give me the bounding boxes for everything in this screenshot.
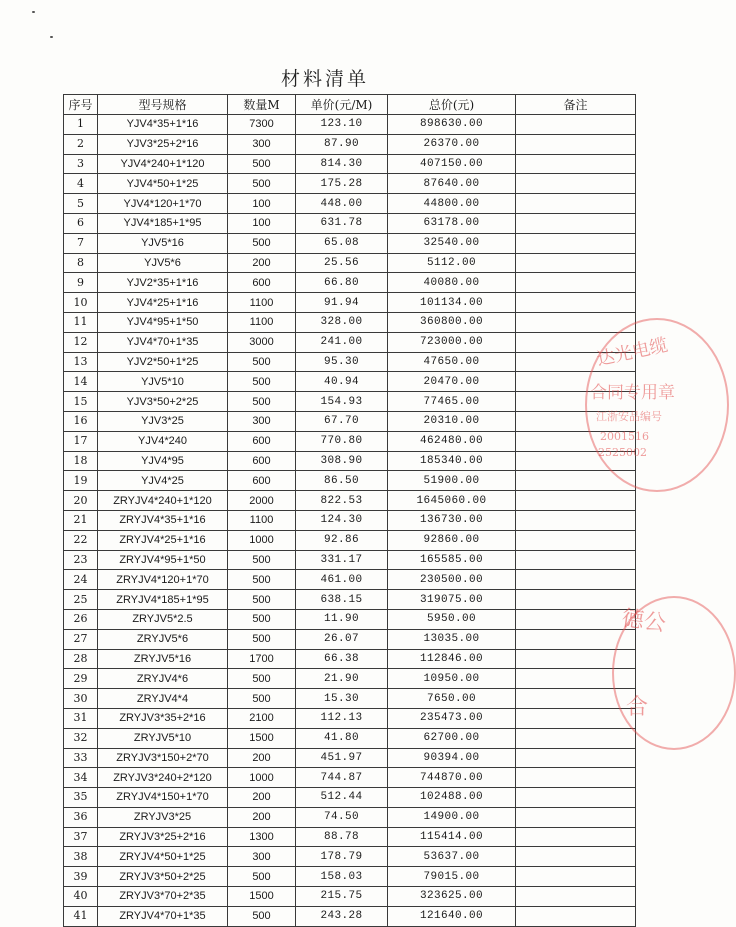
row-index: 3 [64, 154, 98, 174]
row-index: 7 [64, 233, 98, 253]
row-unit-price: 328.00 [296, 312, 388, 332]
row-total-price: 235473.00 [388, 708, 516, 728]
row-model: YJV5*6 [98, 253, 228, 273]
table-row [64, 174, 636, 194]
row-quantity: 300 [228, 847, 296, 867]
row-remarks [516, 115, 636, 135]
row-quantity: 500 [228, 570, 296, 590]
row-index: 10 [64, 293, 98, 313]
row-model: ZRYJV4*240+1*120 [98, 491, 228, 511]
row-unit-price: 215.75 [296, 887, 388, 907]
row-index: 18 [64, 451, 98, 471]
row-total-price: 10950.00 [388, 669, 516, 689]
row-model: ZRYJV4*150+1*70 [98, 788, 228, 808]
row-quantity: 300 [228, 411, 296, 431]
row-index: 20 [64, 491, 98, 511]
row-quantity: 100 [228, 213, 296, 233]
row-model: ZRYJV5*2.5 [98, 609, 228, 629]
row-total-price: 319075.00 [388, 590, 516, 610]
row-total-price: 185340.00 [388, 451, 516, 471]
row-unit-price: 814.30 [296, 154, 388, 174]
row-quantity: 500 [228, 372, 296, 392]
row-quantity: 1100 [228, 510, 296, 530]
row-unit-price: 770.80 [296, 431, 388, 451]
row-model: ZRYJV5*16 [98, 649, 228, 669]
row-total-price: 112846.00 [388, 649, 516, 669]
scan-speck [32, 11, 35, 13]
row-remarks [516, 550, 636, 570]
row-total-price: 5950.00 [388, 609, 516, 629]
row-total-price: 40080.00 [388, 273, 516, 293]
row-total-price: 87640.00 [388, 174, 516, 194]
row-quantity: 100 [228, 194, 296, 214]
row-total-price: 462480.00 [388, 431, 516, 451]
row-unit-price: 638.15 [296, 590, 388, 610]
table-row [64, 431, 636, 451]
header-remarks: 备注 [516, 95, 636, 115]
row-unit-price: 448.00 [296, 194, 388, 214]
row-total-price: 323625.00 [388, 887, 516, 907]
row-total-price: 92860.00 [388, 530, 516, 550]
row-index: 2 [64, 134, 98, 154]
table-row [64, 570, 636, 590]
row-index: 40 [64, 887, 98, 907]
row-model: ZRYJV4*50+1*25 [98, 847, 228, 867]
row-index: 39 [64, 867, 98, 887]
row-quantity: 200 [228, 748, 296, 768]
row-quantity: 2100 [228, 708, 296, 728]
seal-text: 合 [626, 695, 649, 720]
row-unit-price: 91.94 [296, 293, 388, 313]
row-index: 30 [64, 689, 98, 709]
table-row [64, 728, 636, 748]
table-row [64, 273, 636, 293]
row-model: ZRYJV4*4 [98, 689, 228, 709]
row-index: 22 [64, 530, 98, 550]
row-index: 8 [64, 253, 98, 273]
row-index: 35 [64, 788, 98, 808]
table-row [64, 491, 636, 511]
table-row [64, 867, 636, 887]
table-row [64, 352, 636, 372]
row-unit-price: 154.93 [296, 392, 388, 412]
row-unit-price: 74.50 [296, 807, 388, 827]
row-model: YJV4*25+1*16 [98, 293, 228, 313]
row-index: 29 [64, 669, 98, 689]
row-model: YJV4*120+1*70 [98, 194, 228, 214]
table-row [64, 550, 636, 570]
row-quantity: 600 [228, 451, 296, 471]
table-row [64, 471, 636, 491]
row-total-price: 44800.00 [388, 194, 516, 214]
row-total-price: 26370.00 [388, 134, 516, 154]
row-unit-price: 86.50 [296, 471, 388, 491]
table-body [64, 115, 636, 927]
row-remarks [516, 154, 636, 174]
row-model: ZRYJV4*6 [98, 669, 228, 689]
row-quantity: 600 [228, 471, 296, 491]
row-model: ZRYJV3*240+2*120 [98, 768, 228, 788]
row-index: 24 [64, 570, 98, 590]
row-total-price: 744870.00 [388, 768, 516, 788]
row-quantity: 500 [228, 590, 296, 610]
table-row [64, 233, 636, 253]
table-row [64, 788, 636, 808]
table-row [64, 530, 636, 550]
row-total-price: 407150.00 [388, 154, 516, 174]
row-remarks [516, 530, 636, 550]
row-model: ZRYJV4*70+1*35 [98, 906, 228, 926]
row-model: YJV4*35+1*16 [98, 115, 228, 135]
row-unit-price: 822.53 [296, 491, 388, 511]
row-index: 36 [64, 807, 98, 827]
row-model: ZRYJV3*25 [98, 807, 228, 827]
row-quantity: 200 [228, 253, 296, 273]
row-index: 5 [64, 194, 98, 214]
row-model: YJV4*240 [98, 431, 228, 451]
row-index: 6 [64, 213, 98, 233]
row-model: YJV2*50+1*25 [98, 352, 228, 372]
row-index: 28 [64, 649, 98, 669]
row-unit-price: 88.78 [296, 827, 388, 847]
row-index: 14 [64, 372, 98, 392]
row-index: 1 [64, 115, 98, 135]
row-unit-price: 512.44 [296, 788, 388, 808]
row-unit-price: 124.30 [296, 510, 388, 530]
row-total-price: 115414.00 [388, 827, 516, 847]
row-total-price: 1645060.00 [388, 491, 516, 511]
row-quantity: 500 [228, 392, 296, 412]
row-model: YJV2*35+1*16 [98, 273, 228, 293]
table-row [64, 649, 636, 669]
row-remarks [516, 570, 636, 590]
row-model: ZRYJV4*95+1*50 [98, 550, 228, 570]
row-remarks [516, 609, 636, 629]
row-remarks [516, 887, 636, 907]
row-total-price: 62700.00 [388, 728, 516, 748]
row-quantity: 1100 [228, 312, 296, 332]
row-quantity: 200 [228, 807, 296, 827]
row-total-price: 360800.00 [388, 312, 516, 332]
page-title: 材料清单 [280, 68, 369, 90]
row-total-price: 230500.00 [388, 570, 516, 590]
row-total-price: 136730.00 [388, 510, 516, 530]
row-index: 23 [64, 550, 98, 570]
row-unit-price: 40.94 [296, 372, 388, 392]
row-model: ZRYJV4*35+1*16 [98, 510, 228, 530]
row-model: YJV3*25 [98, 411, 228, 431]
row-index: 11 [64, 312, 98, 332]
header-unit-price: 单价(元/M) [296, 95, 388, 115]
row-quantity: 1300 [228, 827, 296, 847]
table-row [64, 827, 636, 847]
row-remarks [516, 748, 636, 768]
row-unit-price: 66.80 [296, 273, 388, 293]
row-quantity: 3000 [228, 332, 296, 352]
row-index: 27 [64, 629, 98, 649]
row-unit-price: 241.00 [296, 332, 388, 352]
row-model: YJV3*50+2*25 [98, 392, 228, 412]
table-header-row [64, 95, 636, 115]
table-row [64, 906, 636, 926]
row-quantity: 500 [228, 352, 296, 372]
row-quantity: 600 [228, 431, 296, 451]
row-unit-price: 25.56 [296, 253, 388, 273]
row-remarks [516, 708, 636, 728]
row-remarks [516, 134, 636, 154]
row-remarks [516, 906, 636, 926]
row-model: YJV5*10 [98, 372, 228, 392]
row-unit-price: 26.07 [296, 629, 388, 649]
row-unit-price: 331.17 [296, 550, 388, 570]
row-index: 17 [64, 431, 98, 451]
row-quantity: 500 [228, 669, 296, 689]
row-model: ZRYJV3*70+2*35 [98, 887, 228, 907]
row-model: ZRYJV4*185+1*95 [98, 590, 228, 610]
scan-speck [50, 36, 53, 38]
seal-text: 德公 [620, 606, 668, 637]
row-total-price: 723000.00 [388, 332, 516, 352]
row-total-price: 13035.00 [388, 629, 516, 649]
row-unit-price: 175.28 [296, 174, 388, 194]
row-unit-price: 65.08 [296, 233, 388, 253]
table-row [64, 847, 636, 867]
row-remarks [516, 312, 636, 332]
row-model: ZRYJV4*120+1*70 [98, 570, 228, 590]
row-remarks [516, 827, 636, 847]
row-quantity: 500 [228, 174, 296, 194]
row-unit-price: 744.87 [296, 768, 388, 788]
row-quantity: 500 [228, 629, 296, 649]
row-model: ZRYJV5*10 [98, 728, 228, 748]
row-total-price: 165585.00 [388, 550, 516, 570]
table-row [64, 115, 636, 135]
row-remarks [516, 728, 636, 748]
seal-text: 达光电缆 [594, 334, 670, 371]
row-remarks [516, 788, 636, 808]
table-row [64, 134, 636, 154]
row-total-price: 63178.00 [388, 213, 516, 233]
row-quantity: 500 [228, 906, 296, 926]
row-unit-price: 243.28 [296, 906, 388, 926]
row-total-price: 7650.00 [388, 689, 516, 709]
table-row [64, 194, 636, 214]
row-index: 15 [64, 392, 98, 412]
row-total-price: 32540.00 [388, 233, 516, 253]
row-unit-price: 178.79 [296, 847, 388, 867]
row-model: YJV5*16 [98, 233, 228, 253]
seal-text: 合同专用章 [590, 383, 675, 403]
row-index: 26 [64, 609, 98, 629]
row-index: 4 [64, 174, 98, 194]
table-row [64, 293, 636, 313]
table-row [64, 669, 636, 689]
row-quantity: 500 [228, 154, 296, 174]
row-unit-price: 631.78 [296, 213, 388, 233]
row-quantity: 300 [228, 134, 296, 154]
row-unit-price: 308.90 [296, 451, 388, 471]
row-index: 13 [64, 352, 98, 372]
row-remarks [516, 510, 636, 530]
table-row [64, 411, 636, 431]
row-model: ZRYJV3*50+2*25 [98, 867, 228, 887]
table-row [64, 154, 636, 174]
row-quantity: 1100 [228, 293, 296, 313]
row-index: 25 [64, 590, 98, 610]
materials-table [63, 94, 636, 927]
row-model: ZRYJV3*150+2*70 [98, 748, 228, 768]
row-total-price: 51900.00 [388, 471, 516, 491]
row-total-price: 101134.00 [388, 293, 516, 313]
row-remarks [516, 174, 636, 194]
row-unit-price: 112.13 [296, 708, 388, 728]
header-quantity: 数量M [228, 95, 296, 115]
table-row [64, 887, 636, 907]
table-row [64, 689, 636, 709]
row-index: 19 [64, 471, 98, 491]
row-model: YJV4*70+1*35 [98, 332, 228, 352]
row-total-price: 102488.00 [388, 788, 516, 808]
row-unit-price: 21.90 [296, 669, 388, 689]
row-quantity: 500 [228, 550, 296, 570]
row-model: ZRYJV5*6 [98, 629, 228, 649]
row-total-price: 20310.00 [388, 411, 516, 431]
row-remarks [516, 807, 636, 827]
table-row [64, 768, 636, 788]
row-model: ZRYJV3*35+2*16 [98, 708, 228, 728]
row-unit-price: 451.97 [296, 748, 388, 768]
table-row [64, 748, 636, 768]
row-model: YJV4*50+1*25 [98, 174, 228, 194]
row-index: 21 [64, 510, 98, 530]
row-remarks [516, 293, 636, 313]
seal-text: 江浙安品编号 [596, 410, 662, 423]
table-row [64, 510, 636, 530]
row-model: YJV4*25 [98, 471, 228, 491]
row-unit-price: 11.90 [296, 609, 388, 629]
row-index: 32 [64, 728, 98, 748]
row-unit-price: 67.70 [296, 411, 388, 431]
row-remarks [516, 253, 636, 273]
row-unit-price: 461.00 [296, 570, 388, 590]
row-model: YJV4*240+1*120 [98, 154, 228, 174]
row-model: ZRYJV3*25+2*16 [98, 827, 228, 847]
row-unit-price: 87.90 [296, 134, 388, 154]
row-quantity: 200 [228, 788, 296, 808]
table-row [64, 807, 636, 827]
row-quantity: 500 [228, 609, 296, 629]
row-remarks [516, 590, 636, 610]
table-row [64, 708, 636, 728]
row-quantity: 500 [228, 689, 296, 709]
row-remarks [516, 273, 636, 293]
table-row [64, 392, 636, 412]
row-quantity: 2000 [228, 491, 296, 511]
row-total-price: 90394.00 [388, 748, 516, 768]
table-row [64, 609, 636, 629]
row-unit-price: 15.30 [296, 689, 388, 709]
row-quantity: 500 [228, 233, 296, 253]
row-index: 41 [64, 906, 98, 926]
row-model: YJV4*95+1*50 [98, 312, 228, 332]
row-index: 12 [64, 332, 98, 352]
seal-text: 2001516 [600, 430, 649, 443]
row-total-price: 79015.00 [388, 867, 516, 887]
row-model: YJV4*95 [98, 451, 228, 471]
row-unit-price: 123.10 [296, 115, 388, 135]
row-total-price: 121640.00 [388, 906, 516, 926]
row-remarks [516, 213, 636, 233]
row-remarks [516, 768, 636, 788]
row-quantity: 500 [228, 867, 296, 887]
row-quantity: 1500 [228, 728, 296, 748]
row-quantity: 1500 [228, 887, 296, 907]
row-remarks [516, 233, 636, 253]
header-total-price: 总价(元) [388, 95, 516, 115]
seal-text: 2525002 [598, 446, 647, 459]
table-row [64, 590, 636, 610]
row-remarks [516, 491, 636, 511]
table-row [64, 451, 636, 471]
row-model: YJV4*185+1*95 [98, 213, 228, 233]
row-quantity: 7300 [228, 115, 296, 135]
row-unit-price: 41.80 [296, 728, 388, 748]
row-model: YJV3*25+2*16 [98, 134, 228, 154]
row-quantity: 600 [228, 273, 296, 293]
row-index: 9 [64, 273, 98, 293]
row-total-price: 20470.00 [388, 372, 516, 392]
row-index: 31 [64, 708, 98, 728]
row-remarks [516, 847, 636, 867]
header-index: 序号 [64, 95, 98, 115]
row-unit-price: 95.30 [296, 352, 388, 372]
row-total-price: 898630.00 [388, 115, 516, 135]
row-total-price: 77465.00 [388, 392, 516, 412]
row-unit-price: 66.38 [296, 649, 388, 669]
row-unit-price: 158.03 [296, 867, 388, 887]
table-row [64, 253, 636, 273]
table-row [64, 213, 636, 233]
row-unit-price: 92.86 [296, 530, 388, 550]
row-index: 38 [64, 847, 98, 867]
row-total-price: 53637.00 [388, 847, 516, 867]
table-row [64, 332, 636, 352]
row-index: 34 [64, 768, 98, 788]
table-row [64, 372, 636, 392]
table-row [64, 312, 636, 332]
row-total-price: 47650.00 [388, 352, 516, 372]
row-index: 37 [64, 827, 98, 847]
row-quantity: 1000 [228, 768, 296, 788]
row-remarks [516, 194, 636, 214]
row-model: ZRYJV4*25+1*16 [98, 530, 228, 550]
row-index: 16 [64, 411, 98, 431]
row-total-price: 5112.00 [388, 253, 516, 273]
row-remarks [516, 867, 636, 887]
table-row [64, 629, 636, 649]
row-quantity: 1700 [228, 649, 296, 669]
row-total-price: 14900.00 [388, 807, 516, 827]
row-quantity: 1000 [228, 530, 296, 550]
row-index: 33 [64, 748, 98, 768]
header-model: 型号规格 [98, 95, 228, 115]
